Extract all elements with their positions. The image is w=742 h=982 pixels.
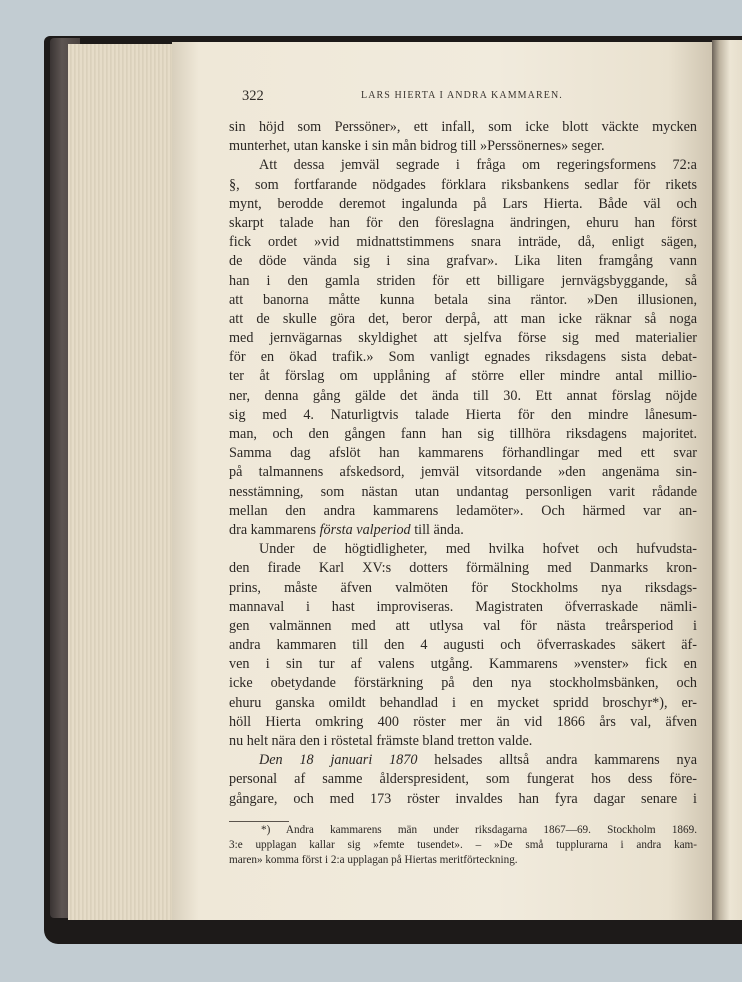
text-line: ter åt förslag om upplåning af större eller mindre antal millio- bbox=[229, 368, 697, 385]
text-line: Under de högtidligheter, med hvilka hofvet och hufvudsta- bbox=[259, 541, 697, 558]
text-line: munterhet, utan kanske i sin mån bidrog till »Perssönernes» seger. bbox=[229, 138, 605, 155]
footnote-line: 3:e upplagan kallar sig »femte tusendet». – »De små tupplurarna i andra kam- bbox=[229, 839, 697, 851]
running-head: LARS HIERTA I ANDRA KAMMAREN. bbox=[361, 90, 563, 101]
italic-date: Den 18 januari 1870 bbox=[259, 752, 418, 769]
footnote-line: *) Andra kammarens män under riksdagarna 1867—69. Stockholm 1869. bbox=[261, 824, 697, 836]
text-line: personal af samme ålderspresident, som fungerat hos dess före- bbox=[229, 771, 697, 788]
footnote bbox=[229, 823, 697, 868]
text-line: sig med 4. Naturligtvis talade Hierta för den mindre lånesum- bbox=[229, 406, 697, 423]
text-line: på talmannens afskedsord, jemväl vitsordande »den angenäma sin- bbox=[229, 464, 697, 481]
text-line: andra kammaren till den 4 augusti och öfverraskades säkert äf- bbox=[229, 637, 697, 654]
text-line: mellan den andra kammarens ledamöter». Och härmed var an- bbox=[229, 502, 697, 519]
text-line: prins, måste äfven valmöten för Stockholms nya riksdags- bbox=[229, 579, 697, 596]
text-line: ner, denna gång gälde det ända till 30. Ett annat förslag nöjde bbox=[229, 387, 697, 404]
text-line: ven i sin tur af valens utgång. Kammarens »venster» fick en bbox=[229, 656, 697, 673]
text-line: Att dessa jemväl segrade i fråga om regeringsformens 72:a bbox=[259, 157, 697, 174]
text-fragment: dra kammarens bbox=[229, 521, 317, 538]
text-line: med jernvägarnas skyldighet att sjelfva förse sig med materialier bbox=[229, 330, 697, 347]
text-line: nu helt nära den i röstetal främste bland tretton valde. bbox=[229, 733, 533, 749]
text-line: den firade Karl XV:s dotters förmälning med Danmarks kron- bbox=[229, 560, 697, 577]
text-line: att banorna måtte kunna betala sina räntor. »Den illusionen, bbox=[229, 291, 697, 308]
body-text bbox=[229, 118, 697, 809]
text-line: de döde vända sig i sina grafvar». Lika liten framgång vann bbox=[229, 253, 697, 270]
text-line: gen valmännen med att utlysa val för nästa treårsperiod i bbox=[229, 617, 697, 634]
text-line: nesstämning, som nästan utan undantag personligen varit rådande bbox=[229, 483, 697, 500]
text-line: icke obetydande förstärkning på den nya stockholmsbänken, och bbox=[229, 675, 697, 692]
page-number: 322 bbox=[242, 88, 264, 104]
text-line: ehuru ganska omildt behandlad i en mycket spridd broschyr*), er- bbox=[229, 694, 697, 711]
text-line: mynt, berodde deremot ingalunda på Lars Hierta. Både väl och bbox=[229, 195, 697, 212]
footnote-line: maren» komma först i 2:a upplagan på Hiertas meritförteckning. bbox=[229, 854, 518, 866]
italic-phrase: första valperiod bbox=[319, 521, 411, 538]
text-line bbox=[229, 751, 697, 770]
text-line: man, och den gången fann han sig tillhöra riksdagens majoritet. bbox=[229, 426, 697, 442]
text-line bbox=[229, 521, 697, 540]
text-line: skarpt talade han för den föreslagna ändringen, ehuru han först bbox=[229, 214, 697, 231]
text-line: Samma dag afslöt han kammarens förhandlingar med ett svar bbox=[229, 445, 697, 462]
text-line: mannaval i hast improviseras. Magistraten öfverraskade nämli- bbox=[229, 598, 697, 615]
text-line: att de skulle göra det, beror derpå, att man icke räknar så noga bbox=[229, 310, 697, 327]
text-line: sin höjd som Perssöner», ett infall, som icke blott väckte mycken bbox=[229, 119, 697, 135]
text-line: för en ökad trafik.» Som vanligt egnades riksdagens sista debat- bbox=[229, 349, 697, 366]
text-line: §, som fortfarande nödgades förklara riksbankens sedlar för rikets bbox=[229, 176, 697, 193]
page-stack-edge bbox=[68, 44, 177, 920]
text-line: höll Hierta omkring 400 röster mer än vid 1866 års val, äfven bbox=[229, 713, 697, 730]
page-header bbox=[233, 88, 703, 108]
book-gutter bbox=[712, 40, 742, 920]
text-line: fick ordet »vid midnattstimmens snara inträde, då, enligt sägen, bbox=[229, 234, 697, 251]
text-fragment: helsades alltså andra kammarens nya bbox=[434, 752, 697, 769]
footnote-rule bbox=[229, 821, 289, 822]
text-line: han i den gamla striden för ett billigare jernvägsbyggande, så bbox=[229, 272, 697, 289]
text-fragment: till ända. bbox=[414, 521, 464, 538]
text-line: gångare, och med 173 röster invaldes han fyra dagar senare i bbox=[229, 790, 697, 807]
